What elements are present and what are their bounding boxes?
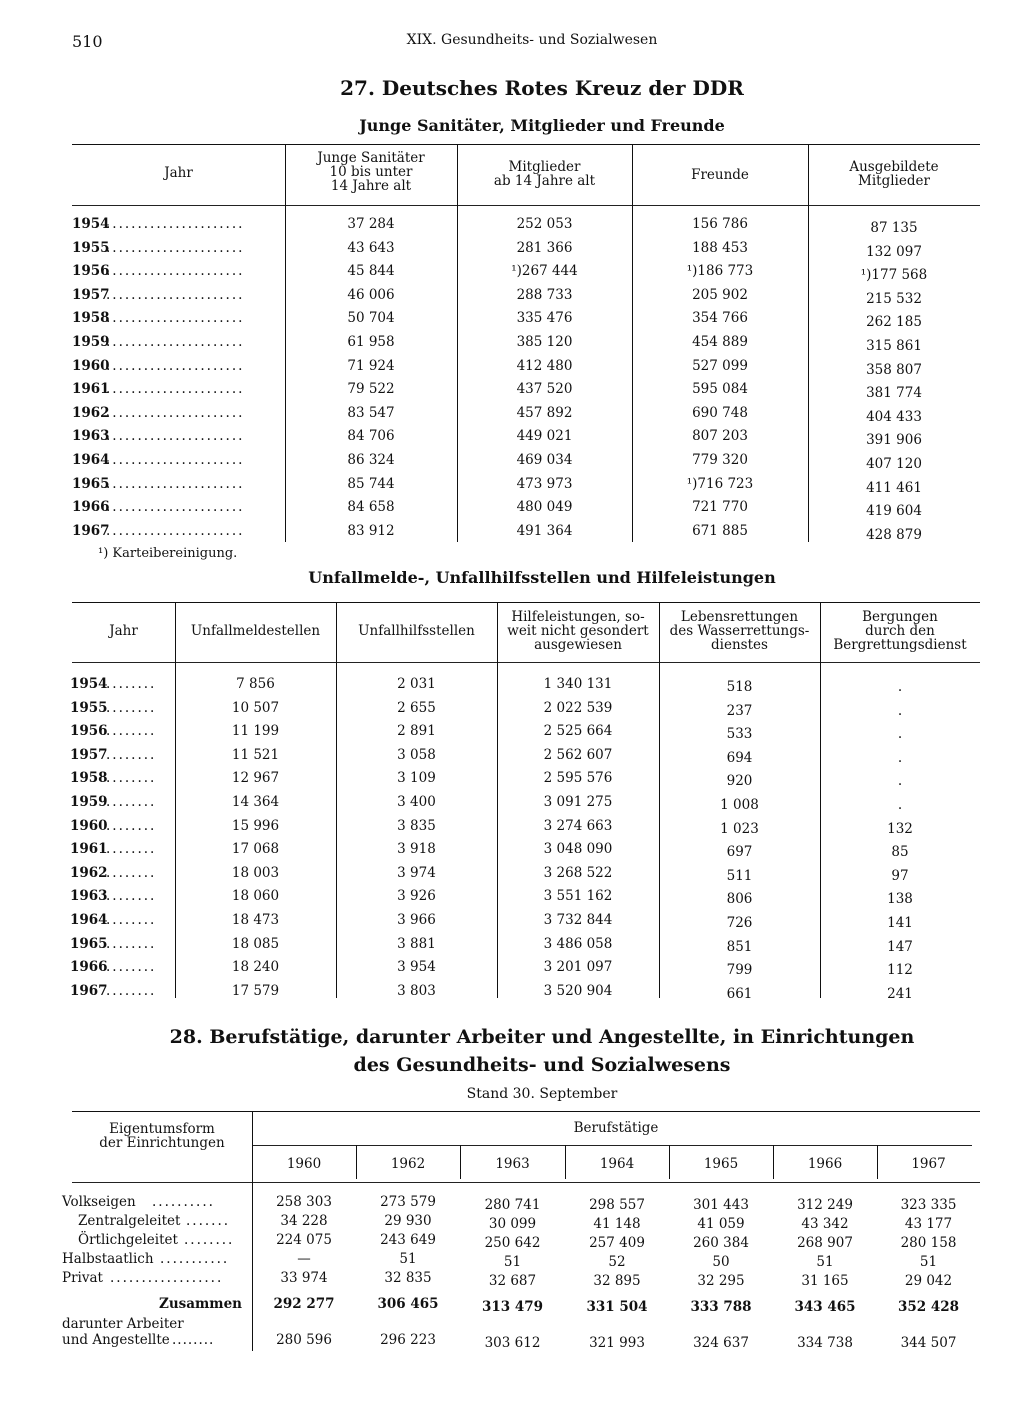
table-cell: 335 476 (516, 310, 573, 327)
footnote: ¹) Karteibereinigung. (98, 546, 238, 561)
table-cell: 51 (503, 1254, 522, 1270)
table-cell: 292 277 (273, 1296, 335, 1312)
table-cell: 920 (726, 773, 753, 790)
table-cell: 17 068 (231, 841, 280, 858)
table-cell: 18 060 (231, 888, 280, 905)
table-cell: 84 706 (347, 428, 395, 445)
table-cell: ¹)186 773 (686, 263, 754, 280)
table-cell: 2 891 (397, 723, 436, 740)
table-cell: 407 120 (866, 456, 922, 472)
table-cell: 3 091 275 (543, 794, 613, 810)
table-cell: 281 366 (516, 239, 573, 256)
table-row-year: 1954 (70, 676, 108, 692)
table-cell: 473 973 (516, 475, 573, 492)
leader-dots: ........ (172, 1332, 215, 1348)
table-cell: 79 522 (347, 381, 395, 398)
table-row-year: 1966 (70, 959, 108, 976)
table-row-year: 1962 (72, 404, 110, 421)
table-cell: 385 120 (516, 334, 573, 350)
table27-part2-column-header: Unfallhilfsstellen (358, 623, 475, 639)
table-cell: 32 895 (593, 1273, 641, 1289)
table-cell: . (897, 726, 903, 743)
table-cell: 138 (887, 891, 913, 908)
table-cell: 334 738 (797, 1335, 853, 1351)
table-cell: 1 023 (720, 820, 759, 837)
leader-dots: ...................... (106, 310, 245, 327)
table-row-year: 1956 (70, 723, 108, 740)
table-cell: 3 109 (397, 770, 436, 787)
table-cell: — (297, 1251, 311, 1267)
leader-dots: ........ (106, 746, 157, 763)
leader-dots: ...................... (106, 499, 245, 516)
table-cell: 851 (726, 938, 753, 955)
table28-row-label: Halbstaatlich (62, 1251, 154, 1267)
table28-year-header: 1965 (703, 1156, 739, 1172)
table-row-year: 1961 (70, 841, 108, 858)
leader-dots: ...................... (106, 239, 245, 256)
table-row-year: 1960 (72, 357, 110, 374)
table28-year-header: 1964 (599, 1156, 635, 1172)
table-cell: 61 958 (347, 334, 395, 350)
table-cell: 726 (726, 915, 753, 931)
table-cell: 273 579 (380, 1194, 436, 1210)
table-cell: 344 507 (900, 1335, 957, 1351)
table-cell: 83 547 (347, 404, 395, 421)
table-cell: 331 504 (586, 1299, 648, 1315)
table28-year-header: 1967 (911, 1156, 946, 1172)
table-cell: 31 165 (801, 1273, 849, 1289)
table-row-year: 1957 (72, 286, 110, 303)
table-cell: 333 788 (690, 1299, 752, 1315)
table-cell: 2 525 664 (543, 723, 613, 740)
table27-part2-column-header: Lebensrettungen des Wasserrettungs- dienstes (669, 609, 810, 653)
table-cell: 533 (726, 726, 753, 743)
table-cell: 2 031 (397, 676, 436, 692)
table28-row-label: Zentralgeleitet (78, 1213, 181, 1229)
leader-dots: ...................... (106, 404, 245, 421)
table-cell: 454 889 (692, 334, 748, 350)
table-cell: 1 340 131 (543, 676, 613, 692)
table-cell: 280 596 (276, 1332, 332, 1348)
table-cell: 694 (726, 749, 753, 766)
table-row-year: 1966 (72, 499, 110, 516)
page-number: 510 (72, 32, 103, 51)
table-cell: 50 704 (347, 310, 395, 327)
table-cell: 3 803 (397, 982, 436, 999)
table-cell: 51 (399, 1251, 417, 1267)
table-cell: 7 856 (236, 676, 275, 692)
leader-dots: ........ (106, 912, 157, 928)
table27-title: 27. Deutsches Rotes Kreuz der DDR (340, 76, 744, 100)
table-cell: 2 655 (397, 699, 436, 716)
table-row-year: 1967 (70, 982, 108, 999)
table-row-year: 1964 (72, 452, 110, 468)
table-row-year: 1958 (70, 770, 108, 787)
table-cell: 301 443 (693, 1197, 749, 1213)
table28-row-label: Zusammen (159, 1296, 242, 1312)
table-cell: 34 228 (280, 1213, 328, 1229)
table-cell: 85 (891, 844, 909, 861)
table-cell: 412 480 (516, 357, 573, 374)
table-row-year: 1967 (72, 522, 110, 539)
table-cell: 132 (887, 820, 913, 837)
table-cell: 343 465 (794, 1299, 856, 1315)
table27-part1-column-header: Jahr (164, 165, 193, 181)
table-cell: 46 006 (347, 286, 395, 303)
table-cell: 257 409 (589, 1235, 645, 1251)
table-cell: 11 521 (231, 746, 280, 763)
table27-part2-column-header: Bergungen durch den Bergrettungsdienst (833, 609, 967, 653)
table28-title-line1: 28. Berufstätige, darunter Arbeiter und Angestellte, in Einrichtungen (169, 1026, 915, 1048)
leader-dots: ...................... (106, 263, 245, 280)
table-cell: 10 507 (231, 699, 280, 716)
table-cell: 11 199 (231, 723, 280, 740)
table-cell: 306 465 (377, 1296, 439, 1312)
table-cell: 323 335 (900, 1197, 957, 1213)
leader-dots: ........ (106, 723, 157, 740)
table-cell: 15 996 (231, 817, 280, 834)
table-cell: 14 364 (231, 794, 280, 810)
table-cell: 268 907 (797, 1235, 853, 1251)
table28-title-line2: des Gesundheits- und Sozialwesens (353, 1054, 731, 1076)
leader-dots: ........ (106, 794, 157, 810)
table-cell: 3 520 904 (543, 982, 613, 999)
table-cell: 3 732 844 (543, 912, 613, 928)
table-cell: 224 075 (276, 1232, 332, 1248)
table-cell: 85 744 (347, 475, 395, 492)
table-cell: 141 (887, 915, 913, 931)
table-cell: 97 (891, 867, 909, 884)
table-cell: 2 562 607 (543, 746, 613, 763)
table-cell: 354 766 (692, 310, 748, 327)
table27-part1-column-header: Mitglieder ab 14 Jahre alt (493, 159, 596, 189)
table-cell: 3 400 (397, 794, 436, 810)
table-cell: 3 268 522 (543, 864, 613, 881)
table-cell: . (897, 702, 903, 719)
table-cell: 3 274 663 (543, 817, 613, 834)
table27-part2-column-header: Jahr (109, 623, 138, 639)
table-cell: 527 099 (692, 357, 748, 374)
table-cell: 33 974 (280, 1270, 328, 1286)
table-cell: 697 (726, 844, 753, 861)
table-cell: 511 (726, 867, 753, 884)
table-cell: 87 135 (870, 220, 918, 236)
table-cell: 3 048 090 (543, 841, 613, 858)
table27-part1-column-header: Junge Sanitäter 10 bis unter 14 Jahre alt (317, 150, 425, 194)
table27-subtitle1: Junge Sanitäter, Mitglieder und Freunde (359, 116, 725, 135)
table-cell: 32 687 (488, 1273, 537, 1289)
table-row-year: 1956 (72, 263, 110, 280)
table-cell: . (897, 749, 903, 766)
table-cell: 29 042 (904, 1273, 953, 1289)
table-cell: ¹)267 444 (511, 263, 578, 280)
table-cell: 43 177 (904, 1216, 953, 1232)
leader-dots: ...................... (106, 216, 245, 232)
table-row-year: 1960 (70, 817, 108, 834)
table-cell: 296 223 (380, 1332, 436, 1348)
table-cell: 51 (919, 1254, 938, 1270)
table-cell: 188 453 (692, 239, 748, 256)
table28-row-label: Privat (62, 1270, 103, 1286)
table28-stand: Stand 30. September (466, 1086, 618, 1102)
table28-row-label: darunter Arbeiter und Angestellte (62, 1316, 184, 1348)
leader-dots: ........ (106, 982, 157, 999)
table-cell: 324 637 (693, 1335, 749, 1351)
table-row-year: 1963 (72, 428, 110, 445)
table-cell: 3 881 (397, 935, 436, 952)
table-cell: 312 249 (797, 1197, 853, 1213)
table-cell: 595 084 (692, 381, 748, 398)
table27-part1-column-header: Freunde (691, 167, 749, 183)
table-cell: 419 604 (866, 503, 922, 520)
leader-dots: ...................... (106, 334, 245, 350)
table28-row-label: Örtlichgeleitet (78, 1232, 178, 1248)
table-cell: 280 741 (484, 1197, 541, 1213)
table-cell: 241 (887, 985, 913, 1002)
table-cell: 29 930 (384, 1213, 432, 1229)
table-cell: 18 240 (231, 959, 280, 976)
table-cell: 313 479 (481, 1299, 544, 1315)
table28-year-header: 1963 (495, 1156, 530, 1172)
table-cell: 147 (887, 938, 913, 955)
table-row-year: 1958 (72, 310, 110, 327)
table28-row-label: Volkseigen (62, 1194, 136, 1210)
leader-dots: ........ (106, 699, 157, 716)
table-cell: 32 295 (697, 1273, 745, 1289)
table-cell: 2 022 539 (543, 699, 613, 716)
table-cell: ¹)716 723 (686, 475, 754, 492)
table-cell: 45 844 (347, 263, 395, 280)
table-cell: 690 748 (692, 404, 748, 421)
table-row-year: 1954 (72, 216, 110, 232)
table-cell: 321 993 (589, 1335, 645, 1351)
table-cell: 3 974 (397, 864, 436, 881)
table-cell: 52 (608, 1254, 626, 1270)
table-cell: 491 364 (516, 522, 573, 539)
table-cell: 37 284 (347, 216, 395, 232)
leader-dots: ...................... (106, 428, 245, 445)
table-cell: 156 786 (692, 216, 748, 232)
leader-dots: ...................... (106, 452, 245, 468)
table-cell: 215 532 (866, 290, 922, 307)
running-head: XIX. Gesundheits- und Sozialwesen (406, 32, 658, 48)
leader-dots: ........ (106, 935, 157, 952)
leader-dots: ........ (106, 676, 157, 692)
table27-subtitle2: Unfallmelde-, Unfallhilfsstellen und Hilfeleistungen (308, 568, 776, 587)
table-cell: 428 879 (866, 526, 922, 543)
table-cell: 71 924 (347, 357, 395, 374)
table28-year-header: 1962 (390, 1156, 426, 1172)
table28-group-header: Berufstätige (573, 1120, 659, 1136)
table-cell: 260 384 (693, 1235, 749, 1251)
table-cell: 32 835 (384, 1270, 432, 1286)
table-cell: 288 733 (516, 286, 573, 303)
table-cell: 404 433 (866, 408, 922, 425)
leader-dots: ...................... (106, 522, 245, 539)
table-row-year: 1965 (70, 935, 108, 952)
table27-part2-column-header: Hilfeleistungen, so- weit nicht gesondert ausgewiesen (507, 609, 649, 653)
table-cell: 18 003 (231, 864, 280, 881)
table-row-year: 1961 (72, 381, 110, 398)
table-cell: 43 342 (801, 1216, 849, 1232)
table-cell: 303 612 (484, 1335, 541, 1351)
table-cell: 50 (712, 1254, 730, 1270)
table-cell: 86 324 (347, 452, 395, 468)
table-cell: 205 902 (692, 286, 748, 303)
table-cell: 3 486 058 (543, 935, 613, 952)
table-cell: 41 059 (697, 1216, 745, 1232)
leader-dots: ........ (106, 864, 157, 881)
table-cell: 799 (726, 962, 753, 979)
table-cell: 83 912 (347, 522, 395, 539)
table-cell: 12 967 (231, 770, 280, 787)
table-cell: 3 966 (397, 912, 436, 928)
table-row-year: 1955 (70, 699, 108, 716)
table-cell: 132 097 (866, 243, 922, 260)
table-cell: 41 148 (593, 1216, 641, 1232)
table-cell: 449 021 (516, 428, 573, 445)
table-row-year: 1955 (72, 239, 110, 256)
table-cell: 3 835 (397, 817, 436, 834)
leader-dots: ...................... (106, 357, 245, 374)
leader-dots: .................. (110, 1270, 224, 1286)
leader-dots: .......... (152, 1194, 215, 1210)
table28-stub-header: Eigentumsform der Einrichtungen (99, 1121, 225, 1151)
table-row-year: 1963 (70, 888, 108, 905)
table-cell: . (897, 797, 903, 813)
leader-dots: ........ (184, 1232, 235, 1248)
leader-dots: ...................... (106, 475, 245, 492)
table-cell: 3 954 (397, 959, 436, 976)
table-cell: 2 595 576 (543, 770, 613, 787)
table-cell: 84 658 (347, 499, 395, 516)
leader-dots: ....... (186, 1213, 231, 1229)
table-cell: 3 058 (397, 746, 436, 763)
table28-year-header: 1960 (286, 1156, 322, 1172)
table-cell: 352 428 (897, 1299, 960, 1315)
table-row-year: 1964 (70, 912, 108, 928)
table-row-year: 1959 (70, 794, 108, 810)
table-cell: 51 (816, 1254, 834, 1270)
table-cell: 18 085 (231, 935, 280, 952)
table-cell: 3 201 097 (543, 959, 613, 976)
table-cell: . (897, 773, 903, 790)
table-cell: 779 320 (692, 452, 748, 468)
table-cell: 518 (726, 679, 753, 695)
table-row-year: 1957 (70, 746, 108, 763)
table-cell: 315 861 (866, 338, 922, 354)
table-cell: 262 185 (866, 314, 922, 331)
leader-dots: ...................... (106, 381, 245, 398)
table-row-year: 1959 (72, 334, 110, 350)
table-cell: 671 885 (692, 522, 748, 539)
table-cell: ¹)177 568 (860, 267, 928, 284)
table-cell: 411 461 (866, 479, 922, 496)
table-cell: 661 (726, 985, 753, 1002)
table-cell: 30 099 (488, 1216, 537, 1232)
table-cell: . (897, 679, 903, 695)
table-row-year: 1965 (72, 475, 110, 492)
table-cell: 721 770 (692, 499, 748, 516)
table-cell: 250 642 (484, 1235, 541, 1251)
table-cell: 391 906 (866, 432, 922, 449)
table-cell: 243 649 (380, 1232, 436, 1248)
leader-dots: ........ (106, 817, 157, 834)
table-cell: 3 918 (397, 841, 436, 858)
leader-dots: ........ (106, 959, 157, 976)
table-cell: 112 (887, 962, 913, 979)
table27-part2-column-header: Unfallmeldestellen (190, 623, 321, 639)
table-cell: 381 774 (866, 385, 922, 402)
table-cell: 3 551 162 (543, 888, 613, 905)
table-cell: 457 892 (516, 404, 573, 421)
leader-dots: ........ (106, 888, 157, 905)
leader-dots: ........... (160, 1251, 230, 1267)
leader-dots: ...................... (106, 286, 245, 303)
table-cell: 43 643 (347, 239, 395, 256)
table-cell: 252 053 (516, 216, 573, 232)
table-cell: 806 (726, 891, 753, 908)
table-row-year: 1962 (70, 864, 108, 881)
table-cell: 298 557 (589, 1197, 645, 1213)
table-cell: 237 (726, 702, 753, 719)
table-cell: 480 049 (516, 499, 573, 516)
table-cell: 469 034 (516, 452, 573, 468)
table-cell: 437 520 (516, 381, 573, 398)
table-cell: 3 926 (397, 888, 436, 905)
leader-dots: ........ (106, 770, 157, 787)
table-cell: 807 203 (692, 428, 748, 445)
table-cell: 258 303 (276, 1194, 332, 1210)
table27-part1-column-header: Ausgebildete Mitglieder (849, 159, 939, 189)
table-cell: 358 807 (866, 361, 922, 378)
table-cell: 17 579 (231, 982, 280, 999)
table-cell: 280 158 (900, 1235, 957, 1251)
table28-year-header: 1966 (807, 1156, 843, 1172)
table-cell: 18 473 (231, 912, 280, 928)
leader-dots: ........ (106, 841, 157, 858)
table-cell: 1 008 (720, 797, 759, 813)
